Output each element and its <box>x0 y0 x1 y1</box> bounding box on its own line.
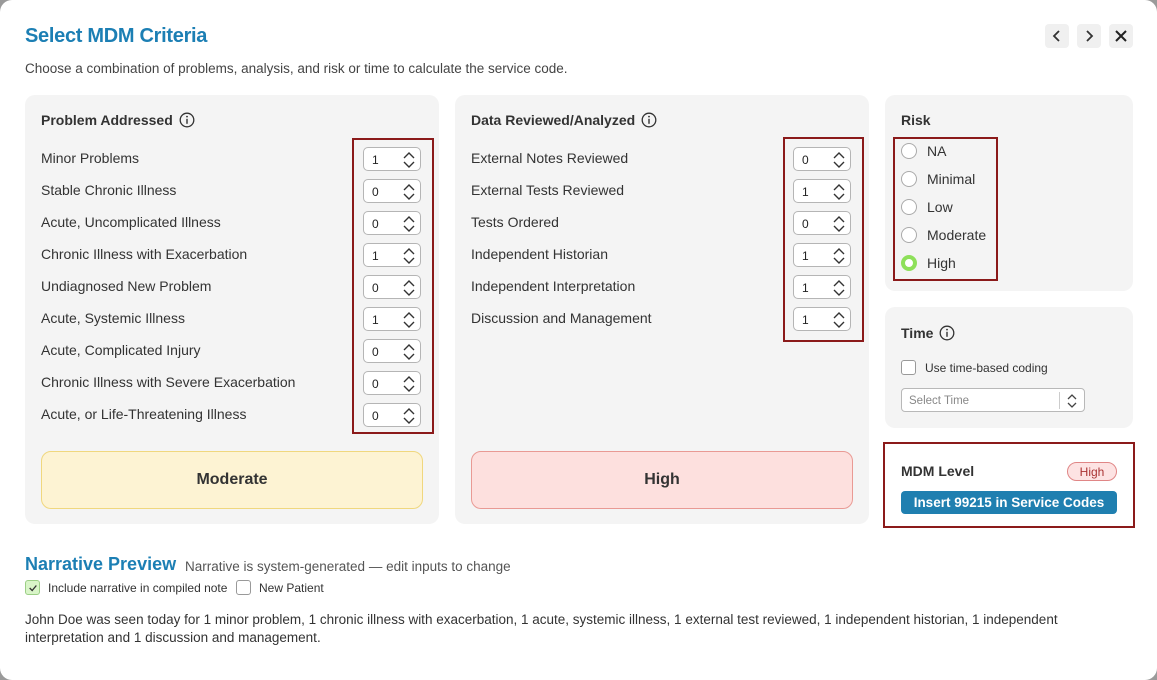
mdm-highlight <box>883 442 1135 528</box>
new-patient-label: New Patient <box>259 580 324 595</box>
stepper-value[interactable]: 0 <box>802 153 809 167</box>
page-title: Select MDM Criteria <box>25 25 208 47</box>
stepper-value[interactable]: 1 <box>802 313 809 327</box>
time-based-coding-checkbox[interactable] <box>901 360 916 375</box>
criteria-label: Discussion and Management <box>471 310 652 326</box>
stepper-value[interactable]: 0 <box>372 185 379 199</box>
problem-addressed-title <box>41 112 195 128</box>
risk-option-label: Moderate <box>927 227 987 243</box>
include-narrative-label: Include narrative in compiled note <box>48 580 228 595</box>
risk-option-label: Low <box>927 199 953 215</box>
mdm-level-label: MDM Level <box>901 463 975 479</box>
criteria-label: Chronic Illness with Severe Exacerbation <box>41 374 296 390</box>
chevron-up-down-icon <box>1065 391 1079 411</box>
close-icon <box>1114 29 1128 43</box>
chevron-left-icon <box>1050 29 1064 43</box>
stepper-value[interactable]: 1 <box>802 281 809 295</box>
criteria-label: Chronic Illness with Exacerbation <box>41 246 248 262</box>
stepper-value[interactable]: 0 <box>802 217 809 231</box>
new-patient-checkbox[interactable] <box>236 580 251 595</box>
risk-option-label: High <box>927 255 956 271</box>
stepper-value[interactable]: 0 <box>372 345 379 359</box>
criteria-label: Undiagnosed New Problem <box>41 278 212 294</box>
stepper-value[interactable]: 0 <box>372 377 379 391</box>
stepper-value[interactable]: 1 <box>372 249 379 263</box>
stepper-value[interactable]: 0 <box>372 217 379 231</box>
close-button[interactable] <box>1109 24 1133 48</box>
data-level-result: High <box>471 451 853 509</box>
stepper-value[interactable]: 0 <box>372 409 379 423</box>
stepper-value[interactable]: 0 <box>372 281 379 295</box>
narrative-title: Narrative Preview <box>25 554 177 574</box>
stepper-value[interactable]: 1 <box>372 313 379 327</box>
data-highlight <box>783 137 864 342</box>
info-icon[interactable] <box>179 112 195 128</box>
prev-button[interactable] <box>1045 24 1069 48</box>
new-patient-row[interactable] <box>236 580 324 595</box>
mdm-level-badge: High <box>1067 462 1117 481</box>
problem-level-result: Moderate <box>41 451 423 509</box>
narrative-text: John Doe was seen today for 1 minor problem, 1 chronic illness with exacerbation, 1 acute, systemic illness, 1 external test reviewed, 1 independent historian, 1 independent interpretation and 1 discussion and management. <box>25 612 1058 645</box>
time-based-coding-row[interactable] <box>901 360 1048 375</box>
data-reviewed-label: Data Reviewed/Analyzed <box>471 112 636 128</box>
time-based-coding-label: Use time-based coding <box>925 360 1048 375</box>
stepper-value[interactable]: 1 <box>802 249 809 263</box>
criteria-label: Acute, or Life-Threatening Illness <box>41 406 247 422</box>
criteria-label: Acute, Systemic Illness <box>41 310 185 326</box>
select-time-placeholder: Select Time <box>909 395 970 407</box>
page-subtitle: Choose a combination of problems, analysis, and risk or time to calculate the service code. <box>25 61 568 76</box>
risk-option-label: NA <box>927 143 947 159</box>
criteria-label: Acute, Complicated Injury <box>41 342 201 358</box>
stepper-value[interactable]: 1 <box>802 185 809 199</box>
criteria-label: External Notes Reviewed <box>471 150 629 166</box>
check-icon <box>28 583 38 593</box>
info-icon[interactable] <box>939 325 955 341</box>
criteria-label: Stable Chronic Illness <box>41 182 177 198</box>
criteria-label: Independent Interpretation <box>471 278 636 294</box>
chevron-right-icon <box>1082 29 1096 43</box>
next-button[interactable] <box>1077 24 1101 48</box>
include-narrative-checkbox[interactable] <box>25 580 40 595</box>
stepper-value[interactable]: 1 <box>372 153 379 167</box>
criteria-label: Tests Ordered <box>471 214 559 230</box>
data-reviewed-title <box>471 112 657 128</box>
risk-highlight <box>893 137 998 281</box>
risk-option-label: Minimal <box>927 171 976 187</box>
risk-title: Risk <box>901 112 931 128</box>
problems-highlight <box>352 138 434 434</box>
insert-service-code-button[interactable]: Insert 99215 in Service Codes <box>901 491 1117 514</box>
info-icon[interactable] <box>641 112 657 128</box>
time-title <box>901 325 955 341</box>
narrative-subtitle: Narrative is system-generated — edit inputs to change <box>185 559 511 574</box>
criteria-label: Minor Problems <box>41 150 140 166</box>
time-label: Time <box>901 325 934 341</box>
criteria-label: Acute, Uncomplicated Illness <box>41 214 221 230</box>
criteria-label: External Tests Reviewed <box>471 182 625 198</box>
include-narrative-row[interactable] <box>25 580 227 595</box>
problem-addressed-label: Problem Addressed <box>41 112 173 128</box>
select-time-dropdown[interactable] <box>901 388 1085 412</box>
criteria-label: Independent Historian <box>471 246 608 262</box>
